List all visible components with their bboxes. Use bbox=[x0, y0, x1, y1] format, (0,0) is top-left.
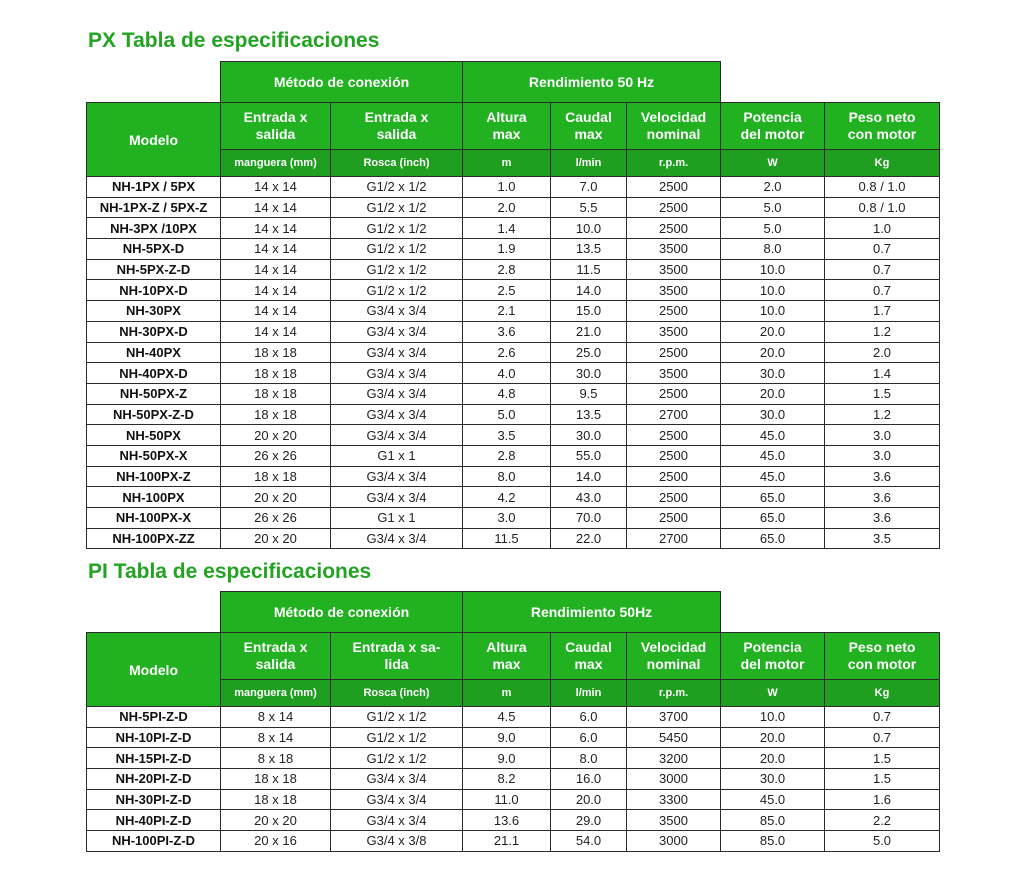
power-cell: 5.0 bbox=[721, 218, 825, 239]
weight-cell: 1.5 bbox=[825, 769, 940, 790]
model-cell: NH-40PX-D bbox=[87, 363, 221, 384]
thread-cell: G1/2 x 1/2 bbox=[331, 177, 463, 198]
head-header-line-2: max bbox=[492, 126, 521, 142]
hose-header-line-2: salida bbox=[255, 126, 296, 142]
head-unit-label: m bbox=[463, 680, 551, 707]
flow-unit-label: l/min bbox=[551, 680, 627, 707]
hose-header-line-2: salida bbox=[255, 656, 296, 672]
flow-cell: 7.0 bbox=[551, 177, 627, 198]
speed-cell: 3200 bbox=[627, 748, 721, 769]
head-cell: 4.5 bbox=[463, 707, 551, 728]
hose-cell: 20 x 20 bbox=[221, 487, 331, 508]
power-column-header bbox=[721, 633, 825, 680]
thread-header-line-2: lida bbox=[384, 656, 409, 672]
hose-cell: 18 x 18 bbox=[221, 363, 331, 384]
thread-cell: G3/4 x 3/4 bbox=[331, 425, 463, 446]
table-row bbox=[87, 789, 940, 810]
power-cell: 10.0 bbox=[721, 707, 825, 728]
speed-unit-label: r.p.m. bbox=[627, 150, 721, 177]
weight-cell: 1.2 bbox=[825, 321, 940, 342]
hose-cell: 14 x 14 bbox=[221, 321, 331, 342]
weight-cell: 1.7 bbox=[825, 301, 940, 322]
weight-cell: 1.0 bbox=[825, 218, 940, 239]
table-row bbox=[87, 301, 940, 322]
model-cell: NH-15PI-Z-D bbox=[87, 748, 221, 769]
speed-cell: 2500 bbox=[627, 508, 721, 529]
head-cell: 8.2 bbox=[463, 769, 551, 790]
hose-cell: 18 x 18 bbox=[221, 404, 331, 425]
speed-header-line-1: Velocidad bbox=[640, 109, 707, 125]
speed-cell: 2500 bbox=[627, 197, 721, 218]
weight-column-header bbox=[825, 103, 940, 150]
group-header-row bbox=[87, 592, 940, 633]
head-cell: 3.0 bbox=[463, 508, 551, 529]
flow-cell: 14.0 bbox=[551, 280, 627, 301]
weight-cell: 0.7 bbox=[825, 259, 940, 280]
model-cell: NH-40PI-Z-D bbox=[87, 810, 221, 831]
thread-cell: G1/2 x 1/2 bbox=[331, 748, 463, 769]
weight-header-line-2: con motor bbox=[847, 126, 917, 142]
model-cell: NH-30PX-D bbox=[87, 321, 221, 342]
flow-column-header bbox=[551, 633, 627, 680]
power-cell: 30.0 bbox=[721, 363, 825, 384]
thread-cell: G1/2 x 1/2 bbox=[331, 239, 463, 260]
speed-cell: 2500 bbox=[627, 487, 721, 508]
weight-cell: 1.5 bbox=[825, 383, 940, 404]
table-row bbox=[87, 748, 940, 769]
thread-cell: G1 x 1 bbox=[331, 445, 463, 466]
speed-cell: 2500 bbox=[627, 383, 721, 404]
table-row bbox=[87, 177, 940, 198]
speed-cell: 3000 bbox=[627, 769, 721, 790]
flow-cell: 25.0 bbox=[551, 342, 627, 363]
power-cell: 45.0 bbox=[721, 445, 825, 466]
table-row bbox=[87, 707, 940, 728]
blank-corner bbox=[721, 62, 940, 103]
table-row bbox=[87, 363, 940, 384]
column-header-row bbox=[87, 103, 940, 150]
flow-header-line-2: max bbox=[574, 656, 603, 672]
hose-unit-label: manguera (mm) bbox=[221, 150, 331, 177]
pi-spec-table bbox=[86, 591, 940, 852]
head-cell: 5.0 bbox=[463, 404, 551, 425]
power-cell: 10.0 bbox=[721, 301, 825, 322]
model-cell: NH-40PX bbox=[87, 342, 221, 363]
speed-column-header bbox=[627, 103, 721, 150]
speed-unit-label: r.p.m. bbox=[627, 680, 721, 707]
table-row bbox=[87, 218, 940, 239]
power-cell: 8.0 bbox=[721, 239, 825, 260]
thread-cell: G1/2 x 1/2 bbox=[331, 280, 463, 301]
power-cell: 20.0 bbox=[721, 321, 825, 342]
thread-cell: G3/4 x 3/4 bbox=[331, 363, 463, 384]
weight-cell: 1.5 bbox=[825, 748, 940, 769]
thread-cell: G3/4 x 3/4 bbox=[331, 321, 463, 342]
weight-cell: 0.7 bbox=[825, 707, 940, 728]
thread-column-header bbox=[331, 633, 463, 680]
speed-cell: 3500 bbox=[627, 321, 721, 342]
hose-cell: 20 x 16 bbox=[221, 831, 331, 852]
model-cell: NH-100PX-X bbox=[87, 508, 221, 529]
model-cell: NH-10PI-Z-D bbox=[87, 727, 221, 748]
speed-cell: 3500 bbox=[627, 363, 721, 384]
speed-cell: 3500 bbox=[627, 280, 721, 301]
hose-cell: 18 x 18 bbox=[221, 383, 331, 404]
table-row bbox=[87, 727, 940, 748]
table-row bbox=[87, 259, 940, 280]
table-row bbox=[87, 404, 940, 425]
thread-cell: G1/2 x 1/2 bbox=[331, 707, 463, 728]
flow-cell: 30.0 bbox=[551, 425, 627, 446]
weight-cell: 0.7 bbox=[825, 727, 940, 748]
model-column-header: Modelo bbox=[87, 633, 221, 707]
power-cell: 5.0 bbox=[721, 197, 825, 218]
speed-cell: 2500 bbox=[627, 301, 721, 322]
power-header-line-2: del motor bbox=[740, 656, 805, 672]
thread-header-line-2: salida bbox=[376, 126, 417, 142]
head-cell: 1.9 bbox=[463, 239, 551, 260]
connection-method-header: Método de conexión bbox=[221, 62, 463, 103]
hose-unit-label: manguera (mm) bbox=[221, 680, 331, 707]
performance-header: Rendimiento 50 Hz bbox=[463, 62, 721, 103]
model-cell: NH-10PX-D bbox=[87, 280, 221, 301]
table-row bbox=[87, 197, 940, 218]
speed-cell: 2500 bbox=[627, 445, 721, 466]
table-row bbox=[87, 466, 940, 487]
power-cell: 2.0 bbox=[721, 177, 825, 198]
flow-cell: 6.0 bbox=[551, 707, 627, 728]
flow-cell: 8.0 bbox=[551, 748, 627, 769]
hose-cell: 14 x 14 bbox=[221, 177, 331, 198]
column-header-row bbox=[87, 633, 940, 680]
flow-cell: 70.0 bbox=[551, 508, 627, 529]
head-column-header bbox=[463, 633, 551, 680]
blank-corner bbox=[87, 592, 221, 633]
thread-cell: G1/2 x 1/2 bbox=[331, 727, 463, 748]
flow-cell: 15.0 bbox=[551, 301, 627, 322]
speed-cell: 2500 bbox=[627, 218, 721, 239]
model-cell: NH-100PX-ZZ bbox=[87, 528, 221, 549]
head-cell: 11.0 bbox=[463, 789, 551, 810]
head-cell: 1.4 bbox=[463, 218, 551, 239]
flow-cell: 43.0 bbox=[551, 487, 627, 508]
power-cell: 20.0 bbox=[721, 748, 825, 769]
model-cell: NH-5PI-Z-D bbox=[87, 707, 221, 728]
speed-cell: 2500 bbox=[627, 177, 721, 198]
model-cell: NH-20PI-Z-D bbox=[87, 769, 221, 790]
weight-cell: 3.6 bbox=[825, 508, 940, 529]
hose-cell: 14 x 14 bbox=[221, 301, 331, 322]
flow-cell: 13.5 bbox=[551, 404, 627, 425]
flow-unit-label: l/min bbox=[551, 150, 627, 177]
head-cell: 11.5 bbox=[463, 528, 551, 549]
head-cell: 9.0 bbox=[463, 748, 551, 769]
head-cell: 1.0 bbox=[463, 177, 551, 198]
thread-cell: G3/4 x 3/8 bbox=[331, 831, 463, 852]
power-cell: 65.0 bbox=[721, 528, 825, 549]
weight-cell: 1.6 bbox=[825, 789, 940, 810]
weight-cell: 2.0 bbox=[825, 342, 940, 363]
weight-unit-label: Kg bbox=[825, 150, 940, 177]
thread-cell: G3/4 x 3/4 bbox=[331, 383, 463, 404]
head-cell: 3.5 bbox=[463, 425, 551, 446]
weight-header-line-1: Peso neto bbox=[848, 109, 916, 125]
table-row bbox=[87, 528, 940, 549]
table-row bbox=[87, 383, 940, 404]
blank-corner bbox=[721, 592, 940, 633]
power-cell: 85.0 bbox=[721, 810, 825, 831]
head-column-header bbox=[463, 103, 551, 150]
thread-unit-label: Rosca (inch) bbox=[331, 150, 463, 177]
power-cell: 30.0 bbox=[721, 769, 825, 790]
model-cell: NH-1PX / 5PX bbox=[87, 177, 221, 198]
weight-cell: 2.2 bbox=[825, 810, 940, 831]
thread-unit-label: Rosca (inch) bbox=[331, 680, 463, 707]
weight-header-line-2: con motor bbox=[847, 656, 917, 672]
hose-cell: 8 x 14 bbox=[221, 707, 331, 728]
power-header-line-1: Potencia bbox=[743, 109, 802, 125]
flow-cell: 30.0 bbox=[551, 363, 627, 384]
model-cell: NH-30PI-Z-D bbox=[87, 789, 221, 810]
flow-cell: 22.0 bbox=[551, 528, 627, 549]
speed-cell: 2500 bbox=[627, 425, 721, 446]
flow-cell: 29.0 bbox=[551, 810, 627, 831]
weight-cell: 1.2 bbox=[825, 404, 940, 425]
hose-column-header bbox=[221, 633, 331, 680]
table-row bbox=[87, 810, 940, 831]
model-cell: NH-50PX bbox=[87, 425, 221, 446]
power-cell: 20.0 bbox=[721, 727, 825, 748]
thread-cell: G3/4 x 3/4 bbox=[331, 301, 463, 322]
weight-unit-label: Kg bbox=[825, 680, 940, 707]
thread-cell: G3/4 x 3/4 bbox=[331, 404, 463, 425]
speed-cell: 5450 bbox=[627, 727, 721, 748]
head-cell: 2.5 bbox=[463, 280, 551, 301]
hose-cell: 14 x 14 bbox=[221, 239, 331, 260]
head-header-line-2: max bbox=[492, 656, 521, 672]
thread-header-line-1: Entrada x sa- bbox=[352, 639, 441, 655]
weight-header-line-1: Peso neto bbox=[848, 639, 916, 655]
head-cell: 9.0 bbox=[463, 727, 551, 748]
hose-cell: 8 x 14 bbox=[221, 727, 331, 748]
thread-cell: G3/4 x 3/4 bbox=[331, 528, 463, 549]
table-row bbox=[87, 831, 940, 852]
weight-cell: 1.4 bbox=[825, 363, 940, 384]
flow-cell: 5.5 bbox=[551, 197, 627, 218]
power-cell: 65.0 bbox=[721, 487, 825, 508]
head-cell: 8.0 bbox=[463, 466, 551, 487]
weight-cell: 0.8 / 1.0 bbox=[825, 177, 940, 198]
table-row bbox=[87, 321, 940, 342]
speed-cell: 2500 bbox=[627, 342, 721, 363]
speed-column-header bbox=[627, 633, 721, 680]
power-column-header bbox=[721, 103, 825, 150]
head-cell: 2.6 bbox=[463, 342, 551, 363]
power-cell: 85.0 bbox=[721, 831, 825, 852]
connection-method-header: Método de conexión bbox=[221, 592, 463, 633]
hose-column-header bbox=[221, 103, 331, 150]
power-cell: 45.0 bbox=[721, 789, 825, 810]
hose-cell: 18 x 18 bbox=[221, 769, 331, 790]
speed-cell: 2500 bbox=[627, 466, 721, 487]
flow-cell: 54.0 bbox=[551, 831, 627, 852]
performance-header: Rendimiento 50Hz bbox=[463, 592, 721, 633]
thread-cell: G3/4 x 3/4 bbox=[331, 466, 463, 487]
hose-cell: 8 x 18 bbox=[221, 748, 331, 769]
weight-cell: 0.7 bbox=[825, 280, 940, 301]
speed-cell: 3500 bbox=[627, 259, 721, 280]
hose-cell: 26 x 26 bbox=[221, 508, 331, 529]
weight-column-header bbox=[825, 633, 940, 680]
hose-header-line-1: Entrada x bbox=[243, 639, 308, 655]
weight-cell: 5.0 bbox=[825, 831, 940, 852]
px-spec-table bbox=[86, 61, 940, 549]
flow-column-header bbox=[551, 103, 627, 150]
hose-cell: 14 x 14 bbox=[221, 197, 331, 218]
speed-cell: 3000 bbox=[627, 831, 721, 852]
weight-cell: 0.7 bbox=[825, 239, 940, 260]
head-header-line-1: Altura bbox=[486, 639, 527, 655]
table-row bbox=[87, 769, 940, 790]
head-cell: 13.6 bbox=[463, 810, 551, 831]
model-cell: NH-50PX-Z bbox=[87, 383, 221, 404]
model-cell: NH-100PX bbox=[87, 487, 221, 508]
head-cell: 4.0 bbox=[463, 363, 551, 384]
head-unit-label: m bbox=[463, 150, 551, 177]
px-section-title: PX Tabla de especificaciones bbox=[88, 29, 380, 52]
thread-cell: G3/4 x 3/4 bbox=[331, 789, 463, 810]
power-unit-label: W bbox=[721, 680, 825, 707]
head-cell: 4.2 bbox=[463, 487, 551, 508]
table-row bbox=[87, 280, 940, 301]
thread-cell: G1/2 x 1/2 bbox=[331, 218, 463, 239]
model-cell: NH-5PX-D bbox=[87, 239, 221, 260]
power-header-line-1: Potencia bbox=[743, 639, 802, 655]
weight-cell: 3.6 bbox=[825, 466, 940, 487]
power-unit-label: W bbox=[721, 150, 825, 177]
power-cell: 20.0 bbox=[721, 342, 825, 363]
power-cell: 20.0 bbox=[721, 383, 825, 404]
hose-cell: 18 x 18 bbox=[221, 789, 331, 810]
thread-cell: G3/4 x 3/4 bbox=[331, 769, 463, 790]
table-row bbox=[87, 508, 940, 529]
flow-header-line-1: Caudal bbox=[565, 109, 612, 125]
hose-cell: 20 x 20 bbox=[221, 528, 331, 549]
flow-cell: 16.0 bbox=[551, 769, 627, 790]
model-cell: NH-50PX-X bbox=[87, 445, 221, 466]
thread-cell: G3/4 x 3/4 bbox=[331, 487, 463, 508]
flow-cell: 20.0 bbox=[551, 789, 627, 810]
group-header-row bbox=[87, 62, 940, 103]
flow-cell: 55.0 bbox=[551, 445, 627, 466]
speed-cell: 3500 bbox=[627, 239, 721, 260]
flow-cell: 13.5 bbox=[551, 239, 627, 260]
weight-cell: 3.5 bbox=[825, 528, 940, 549]
head-cell: 21.1 bbox=[463, 831, 551, 852]
thread-column-header bbox=[331, 103, 463, 150]
power-cell: 45.0 bbox=[721, 425, 825, 446]
hose-cell: 18 x 18 bbox=[221, 342, 331, 363]
speed-header-line-1: Velocidad bbox=[640, 639, 707, 655]
thread-cell: G1/2 x 1/2 bbox=[331, 259, 463, 280]
table-row bbox=[87, 239, 940, 260]
head-cell: 2.8 bbox=[463, 445, 551, 466]
flow-header-line-1: Caudal bbox=[565, 639, 612, 655]
head-cell: 2.1 bbox=[463, 301, 551, 322]
thread-cell: G3/4 x 3/4 bbox=[331, 810, 463, 831]
model-cell: NH-1PX-Z / 5PX-Z bbox=[87, 197, 221, 218]
flow-cell: 6.0 bbox=[551, 727, 627, 748]
head-cell: 4.8 bbox=[463, 383, 551, 404]
power-cell: 30.0 bbox=[721, 404, 825, 425]
speed-cell: 3700 bbox=[627, 707, 721, 728]
flow-cell: 10.0 bbox=[551, 218, 627, 239]
power-cell: 10.0 bbox=[721, 280, 825, 301]
hose-cell: 14 x 14 bbox=[221, 259, 331, 280]
speed-cell: 3500 bbox=[627, 810, 721, 831]
hose-cell: 14 x 14 bbox=[221, 280, 331, 301]
speed-header-line-2: nominal bbox=[646, 656, 701, 672]
power-header-line-2: del motor bbox=[740, 126, 805, 142]
model-cell: NH-3PX /10PX bbox=[87, 218, 221, 239]
blank-corner bbox=[87, 62, 221, 103]
thread-header-line-1: Entrada x bbox=[364, 109, 429, 125]
weight-cell: 3.0 bbox=[825, 425, 940, 446]
flow-cell: 11.5 bbox=[551, 259, 627, 280]
hose-header-line-1: Entrada x bbox=[243, 109, 308, 125]
thread-cell: G1 x 1 bbox=[331, 508, 463, 529]
thread-cell: G1/2 x 1/2 bbox=[331, 197, 463, 218]
head-header-line-1: Altura bbox=[486, 109, 527, 125]
head-cell: 2.8 bbox=[463, 259, 551, 280]
hose-cell: 18 x 18 bbox=[221, 466, 331, 487]
weight-cell: 3.0 bbox=[825, 445, 940, 466]
weight-cell: 3.6 bbox=[825, 487, 940, 508]
pi-section-title: PI Tabla de especificaciones bbox=[88, 560, 372, 583]
table-row bbox=[87, 425, 940, 446]
head-cell: 2.0 bbox=[463, 197, 551, 218]
power-cell: 45.0 bbox=[721, 466, 825, 487]
flow-cell: 14.0 bbox=[551, 466, 627, 487]
model-column-header: Modelo bbox=[87, 103, 221, 177]
speed-cell: 2700 bbox=[627, 528, 721, 549]
speed-cell: 3300 bbox=[627, 789, 721, 810]
head-cell: 3.6 bbox=[463, 321, 551, 342]
flow-cell: 21.0 bbox=[551, 321, 627, 342]
hose-cell: 20 x 20 bbox=[221, 810, 331, 831]
speed-header-line-2: nominal bbox=[646, 126, 701, 142]
model-cell: NH-50PX-Z-D bbox=[87, 404, 221, 425]
power-cell: 10.0 bbox=[721, 259, 825, 280]
model-cell: NH-5PX-Z-D bbox=[87, 259, 221, 280]
speed-cell: 2700 bbox=[627, 404, 721, 425]
hose-cell: 20 x 20 bbox=[221, 425, 331, 446]
model-cell: NH-100PI-Z-D bbox=[87, 831, 221, 852]
weight-cell: 0.8 / 1.0 bbox=[825, 197, 940, 218]
model-cell: NH-100PX-Z bbox=[87, 466, 221, 487]
flow-cell: 9.5 bbox=[551, 383, 627, 404]
model-cell: NH-30PX bbox=[87, 301, 221, 322]
table-row bbox=[87, 487, 940, 508]
hose-cell: 26 x 26 bbox=[221, 445, 331, 466]
table-row bbox=[87, 445, 940, 466]
thread-cell: G3/4 x 3/4 bbox=[331, 342, 463, 363]
hose-cell: 14 x 14 bbox=[221, 218, 331, 239]
power-cell: 65.0 bbox=[721, 508, 825, 529]
flow-header-line-2: max bbox=[574, 126, 603, 142]
table-row bbox=[87, 342, 940, 363]
